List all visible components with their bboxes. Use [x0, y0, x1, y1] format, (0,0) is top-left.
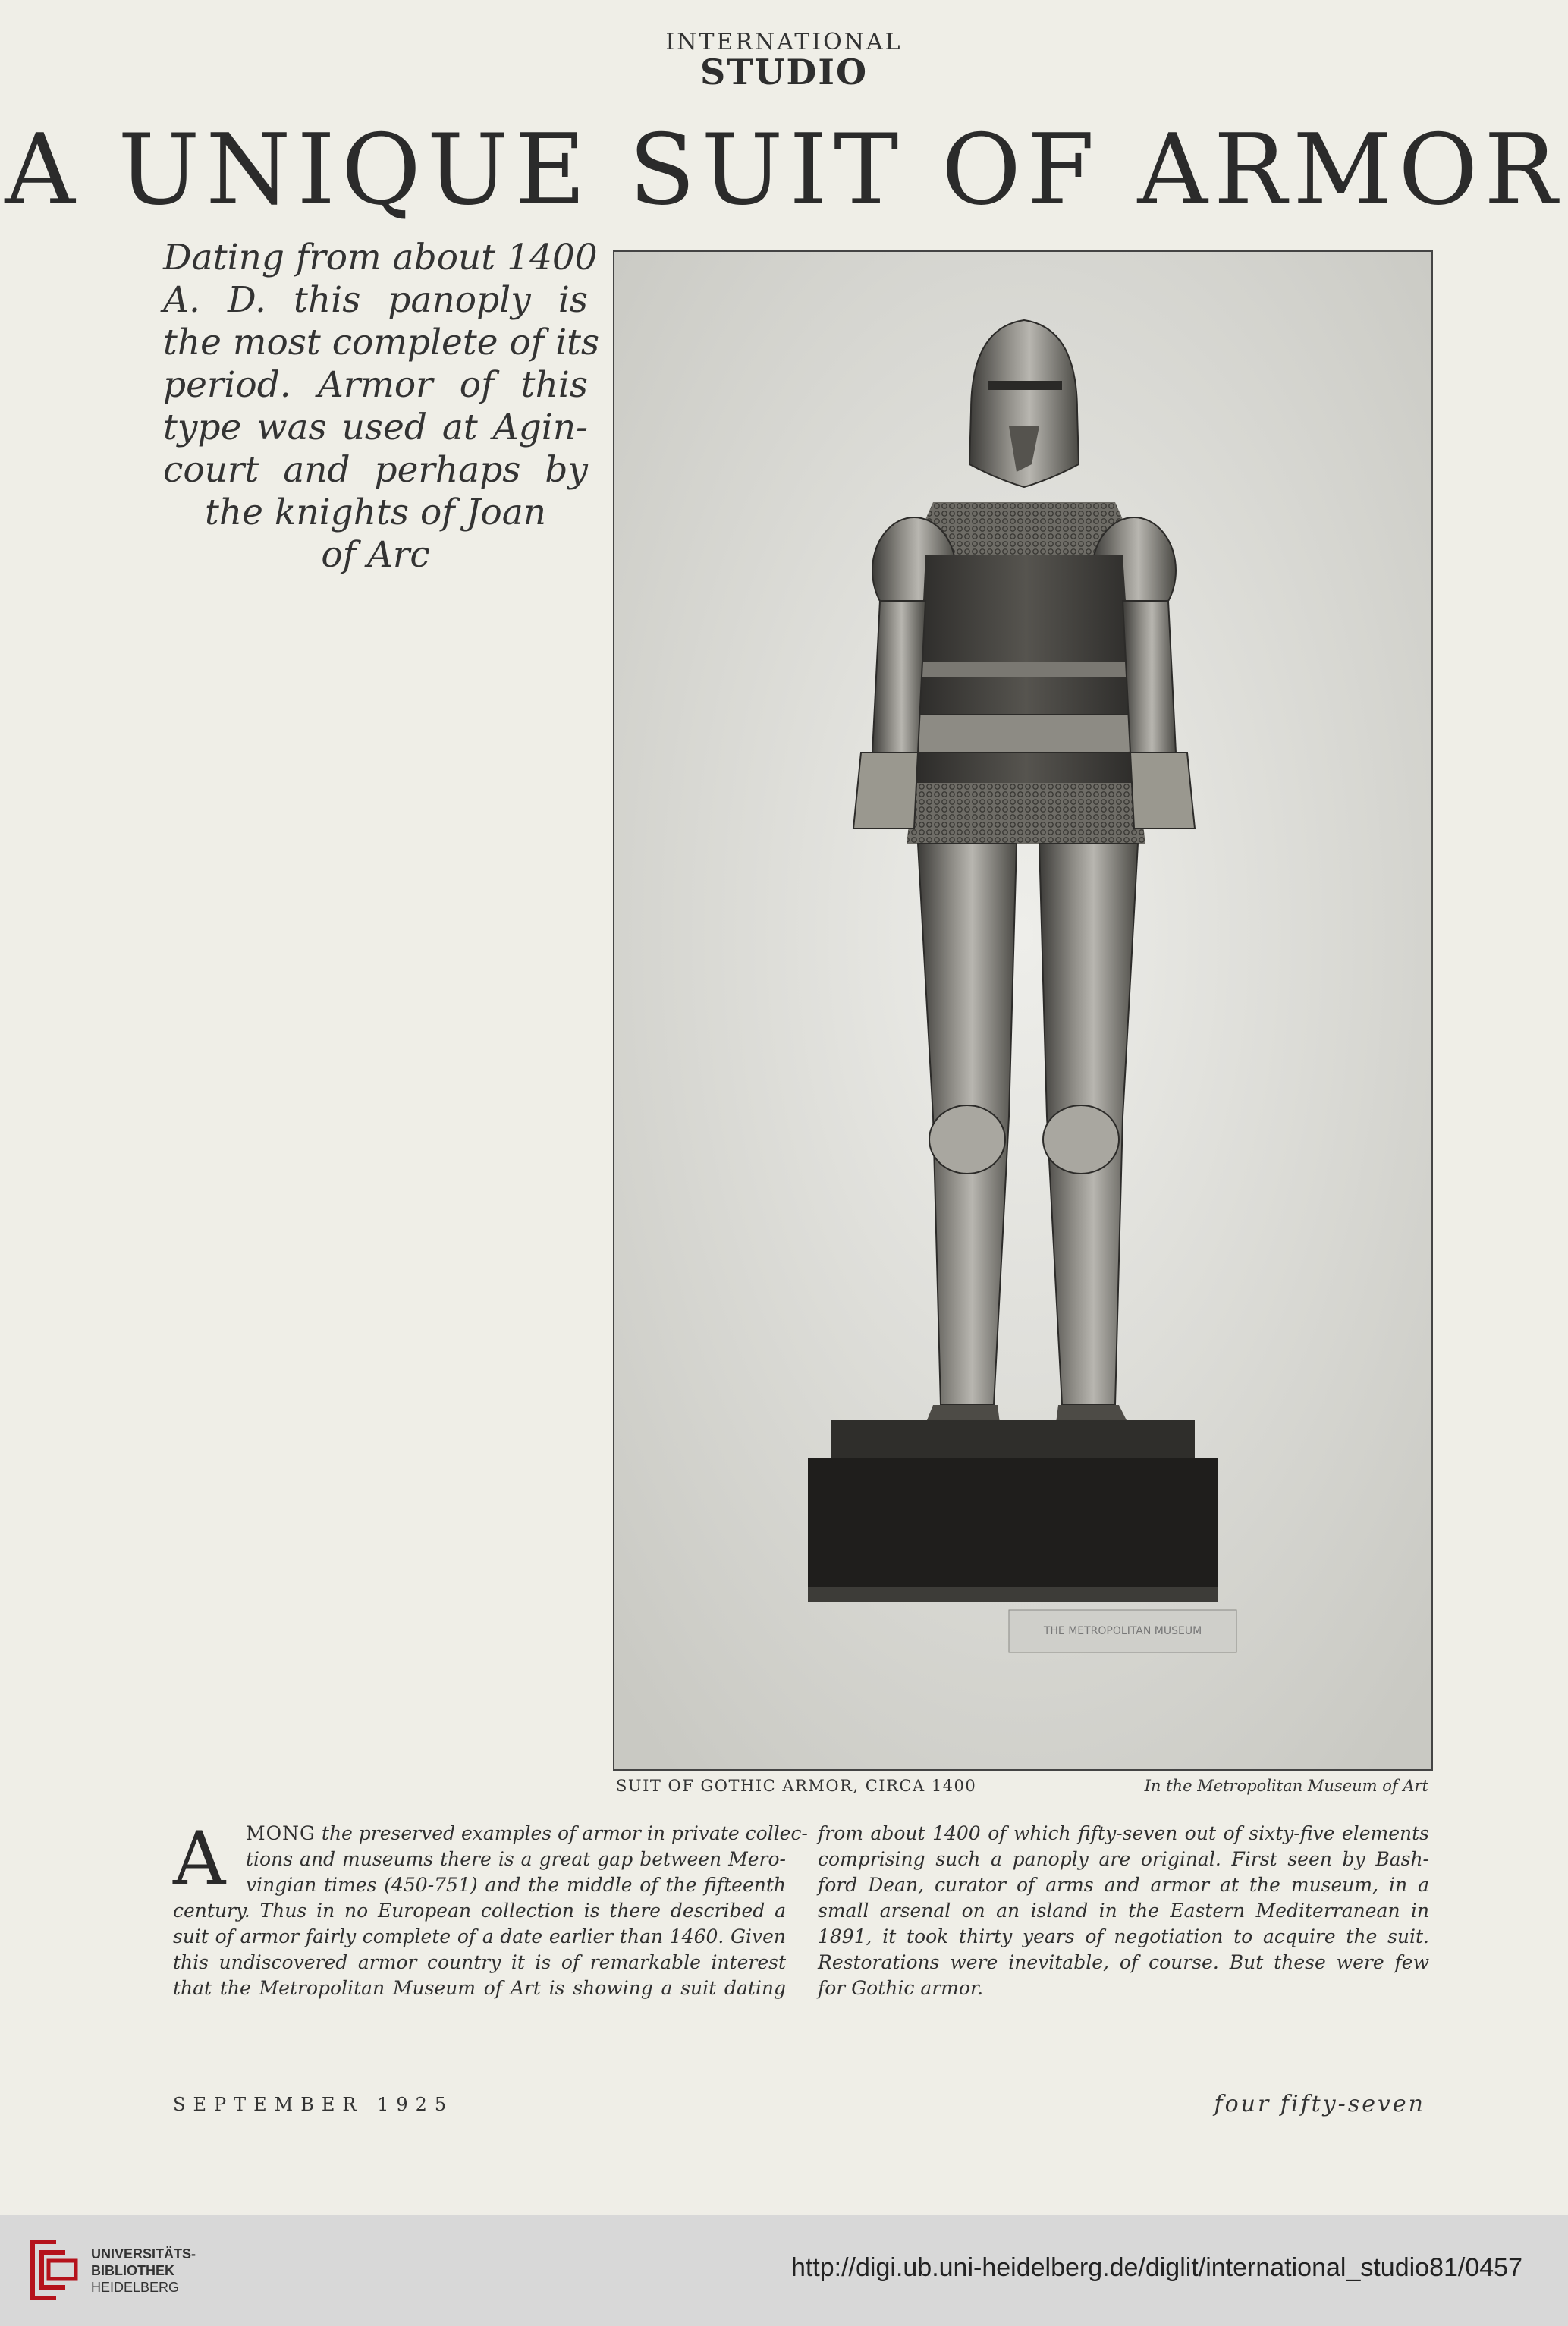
sidebar-line: period. Armor of this — [163, 364, 588, 406]
article-line: MONG the preserved examples of armor in private collec- — [246, 1822, 808, 1844]
article-line: century. Thus in no European collection is there described a — [173, 1900, 786, 1922]
library-name: UNIVERSITÄTS- BIBLIOTHEK HEIDELBERG — [91, 2246, 196, 2295]
issue-date: SEPTEMBER 1925 — [173, 2094, 454, 2115]
library-logo-icon — [26, 2232, 80, 2308]
sidebar-line: the most complete of its — [163, 322, 600, 363]
sidebar-line: of Arc — [321, 534, 430, 576]
armor-illustration — [614, 252, 1431, 1769]
article-line: suit of armor fairly complete of a date earlier than 1460. Given — [173, 1925, 786, 1947]
article-line: from about 1400 of which fifty-seven out of sixty-five elements — [818, 1822, 1429, 1844]
first-word: MONG — [246, 1822, 316, 1844]
photo-credit: In the Metropolitan Museum of Art — [1144, 1777, 1428, 1795]
sidebar-line: type was used at Agin- — [163, 407, 588, 448]
article-headline: A UNIQUE SUIT OF ARMOR — [5, 114, 1563, 227]
library-footer-bar — [0, 2215, 1568, 2326]
armor-photograph — [613, 250, 1433, 1771]
drop-cap: A — [173, 1816, 226, 1901]
article-line: for Gothic armor. — [818, 1977, 984, 1999]
sidebar-line: A. D. this panoply is — [163, 279, 588, 321]
article-line: 1891, it took thirty years of negotiation to acquire the suit. — [818, 1925, 1429, 1947]
article-line: that the Metropolitan Museum of Art is showing a suit dating — [173, 1977, 786, 1999]
source-url-link[interactable]: http://digi.ub.uni-heidelberg.de/diglit/international_studio81/0457 — [790, 2253, 1522, 2282]
page-number: four fifty-seven — [1214, 2091, 1425, 2117]
museum-watermark: THE METROPOLITAN MUSEUM — [1043, 1625, 1202, 1637]
masthead-studio: STUDIO — [699, 52, 869, 93]
article-line: small arsenal on an island in the Eastern Mediterranean in — [818, 1900, 1429, 1922]
article-line: this undiscovered armor country it is of remarkable interest — [173, 1951, 786, 1973]
article-line: ford Dean, curator of arms and armor at the museum, in a — [818, 1874, 1429, 1896]
sidebar-intro — [163, 237, 600, 577]
sidebar-line: Dating from about 1400 — [163, 237, 598, 278]
article-line: tions and museums there is a great gap between Mero- — [246, 1848, 786, 1870]
article-line: comprising such a panoply are original. First seen by Bash- — [818, 1848, 1429, 1870]
sidebar-line: the knights of Joan — [204, 492, 547, 533]
masthead-international: INTERNATIONAL — [665, 29, 903, 55]
article-column-left — [173, 1816, 808, 2001]
sidebar-line: court and perhaps by — [163, 449, 588, 491]
article-column-right — [818, 1821, 1429, 2001]
photo-caption: SUIT OF GOTHIC ARMOR, CIRCA 1400 — [616, 1777, 977, 1795]
article-line: Restorations were inevitable, of course. But these were few — [818, 1951, 1429, 1973]
article-line: vingian times (450-751) and the middle of the fifteenth — [246, 1874, 786, 1896]
